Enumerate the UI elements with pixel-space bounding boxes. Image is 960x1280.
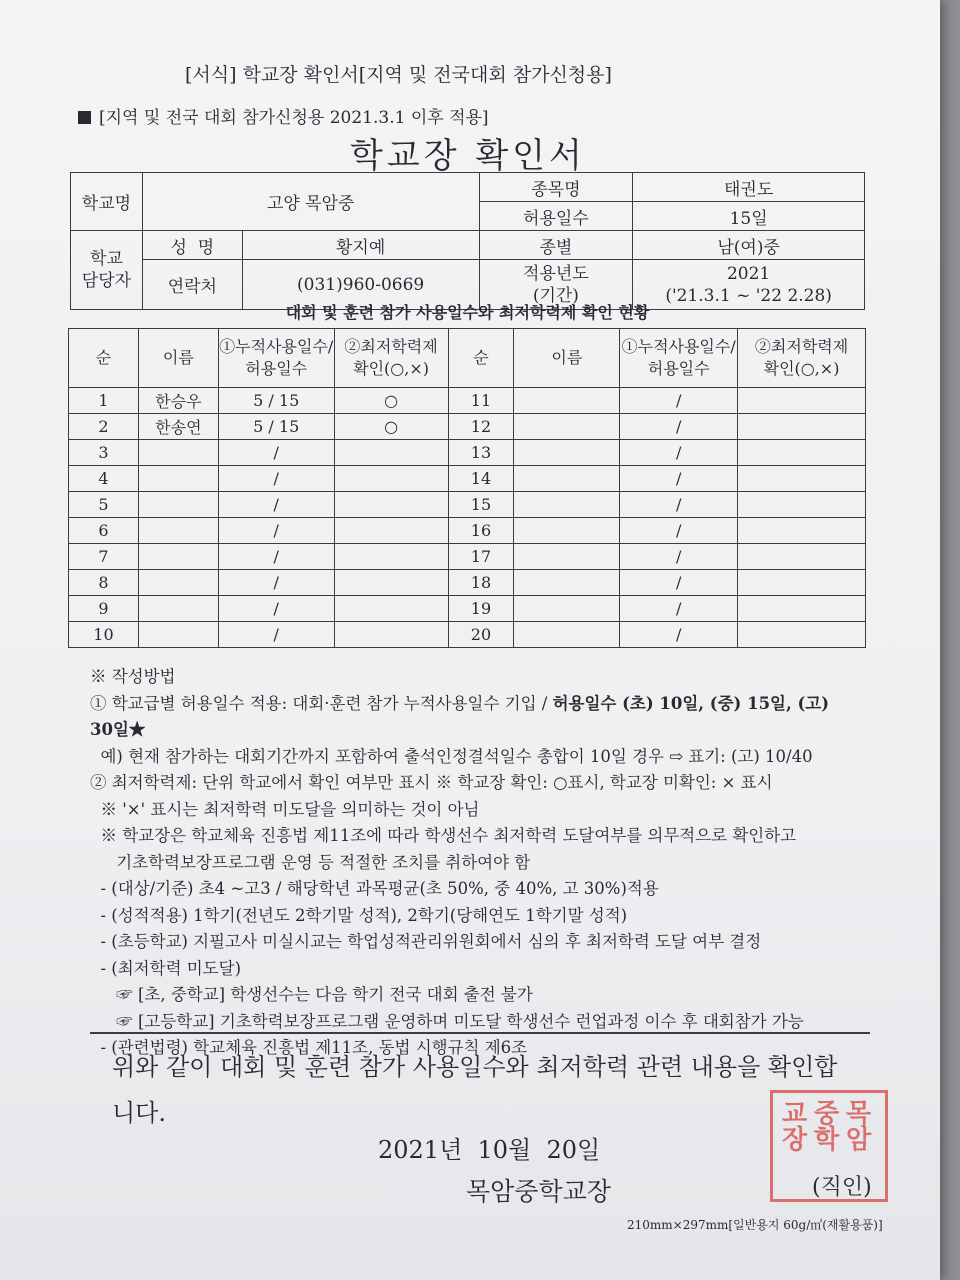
school-name-label: 학교명 [71,173,143,231]
period-range: ('21.3.1 ~ '22 2.28) [665,285,832,306]
cell-no: 5 [69,492,139,518]
note-line: - (성적적용) 1학기(전년도 2학기말 성적), 2학기(당해연도 1학기말 성적) [90,905,628,925]
cell-days: / [620,518,738,544]
paper-spec: 210mm×297mm[일반용지 60g/㎡(재활용품)] [627,1218,883,1232]
seal-label: (직인) [812,1175,872,1200]
table-row [69,518,866,544]
cell-no: 18 [448,570,514,596]
note-line: 기초학력보장프로그램 운영 등 적절한 조치를 취하여야 함 [90,852,531,872]
cell-check [334,518,448,544]
cell-check [738,492,866,518]
cell-name [138,622,218,648]
period-label: 적용년도 (기간) [479,260,633,310]
cell-no: 9 [69,596,139,622]
note-line: 예) 현재 참가하는 대회기간까지 포함하여 출석인정결석일수 총합이 10일 경우 ⇨ 표기: (고) 10/40 [90,746,813,766]
cell-days: / [620,414,738,440]
cell-no: 11 [448,388,514,414]
cell-days: / [218,544,334,570]
note-bold-text: 허용일수 (초) 10일, (중) 15일, (고) [552,693,830,713]
cell-name [514,388,620,414]
header-no-right: 순 [448,329,514,388]
cell-check [334,622,448,648]
cell-name [514,596,620,622]
phone-value: (031)960-0669 [242,260,479,310]
confirm-line-1: 위와 같이 대회 및 훈련 참가 사용일수와 최저학력 관련 내용을 확인합 [112,1053,838,1081]
cell-days: / [620,596,738,622]
cell-check [738,570,866,596]
table-row [69,414,866,440]
cell-no: 7 [69,544,139,570]
cell-check: ○ [334,414,448,440]
cell-check [334,596,448,622]
cell-no: 1 [69,388,139,414]
cell-name [138,518,218,544]
issue-date: 2021년 10월 20일 [378,1136,601,1164]
table-row [69,570,866,596]
form-subtitle [78,103,489,128]
divider [90,1032,870,1034]
section-title: 대회 및 훈련 참가 사용일수와 최저학력제 확인 현황 [285,303,650,322]
page-title: 학교장 확인서 [350,136,586,176]
cell-name [514,440,620,466]
cell-name [138,466,218,492]
cell-check [334,466,448,492]
cell-no: 19 [448,596,514,622]
cell-days: / [620,440,738,466]
name-value: 황지예 [242,231,479,260]
cell-name [514,414,620,440]
cell-days: 5 / 15 [218,414,334,440]
confirm-line-2: 니다. [112,1099,166,1127]
subtitle-text: [지역 및 전국 대회 참가신청용 2021.3.1 이후 적용] [99,108,489,128]
school-info-table [70,172,865,310]
cell-no: 14 [448,466,514,492]
header-check-right: ②최저학력제 확인(○,×) [738,329,866,388]
cell-days: / [620,544,738,570]
cell-name [138,544,218,570]
period-year: 2021 [726,263,771,284]
cell-name [138,570,218,596]
cell-check [334,440,448,466]
event-label: 종목명 [479,173,633,202]
table-row [69,492,866,518]
cell-name [514,518,620,544]
cell-name [514,544,620,570]
cell-no: 16 [448,518,514,544]
cell-name [514,492,620,518]
cell-check [334,570,448,596]
cell-no: 20 [448,622,514,648]
note-line: - (최저학력 미도달) [90,958,242,978]
cell-check [334,492,448,518]
cell-days: / [218,622,334,648]
cell-check [738,440,866,466]
table-row [69,596,866,622]
note-line: ② 최저학력제: 단위 학교에서 확인 여부만 표시 ※ 학교장 확인: ○표시, 학교장 미확인: × 표시 [90,773,773,792]
note-line: - (대상/기준) 초4 ~고3 / 해당학년 과목평균(초 50%, 중 40%, 고 30%)적용 [90,879,659,898]
cell-days: / [620,492,738,518]
cell-days: / [218,466,334,492]
table-row [69,388,866,414]
cell-check [738,466,866,492]
cell-check [738,388,866,414]
category-label: 종별 [479,231,633,260]
contact-person-label: 학교 담당자 [71,231,143,310]
event-value: 태권도 [633,173,865,202]
category-value: 남(여)중 [633,231,865,260]
cell-check [738,518,866,544]
note-line: ☞ [고등학교] 기초학력보장프로그램 운영하며 미도달 학생선수 런업과정 이수 후 대회참가 가능 [90,1011,804,1031]
cell-days: / [218,440,334,466]
note-line: - (관련법령) 학교체육 진흥법 제11조, 동법 시행규칙 제6조 [90,1038,528,1057]
cell-name [514,466,620,492]
cell-name [138,596,218,622]
cell-name [138,440,218,466]
cell-days: / [218,596,334,622]
cell-no: 4 [69,466,139,492]
notes-heading: ※ 작성방법 [90,667,176,686]
square-bullet-icon [78,111,91,124]
cell-days: / [620,466,738,492]
usage-table [68,328,866,648]
cell-name: 한송연 [138,414,218,440]
cell-no: 2 [69,414,139,440]
note-line [90,691,829,718]
header-name-right: 이름 [514,329,620,388]
cell-no: 15 [448,492,514,518]
table-row [69,466,866,492]
principal-name: 목암중학교장 [466,1177,611,1206]
confirmation-text [112,1044,837,1136]
header-name: 이름 [138,329,218,388]
allowed-days-value: 15일 [633,202,865,231]
cell-no: 13 [448,440,514,466]
cell-days: / [620,570,738,596]
cell-days: / [218,570,334,596]
cell-no: 3 [69,440,139,466]
header-check: ②최저학력제 확인(○,×) [334,329,448,388]
cell-check [738,622,866,648]
note-line: ※ '×' 표시는 최저학력 미도달을 의미하는 것이 아님 [90,799,480,819]
note-line: ☞ [초, 중학교] 학생선수는 다음 학기 전국 대회 출전 불가 [90,985,533,1004]
school-name-value: 고양 목암중 [142,173,479,231]
table-row [69,440,866,466]
allowed-days-label: 허용일수 [479,202,633,231]
cell-check [738,596,866,622]
cell-days: / [218,492,334,518]
cell-check [334,544,448,570]
cell-no: 12 [448,414,514,440]
form-label: [서식] 학교장 확인서[지역 및 전국대회 참가신청용] [185,64,612,86]
cell-name [514,570,620,596]
cell-check [738,544,866,570]
cell-no: 17 [448,544,514,570]
note-line: 30일★ [90,720,146,739]
header-days: ①누적사용일수/ 허용일수 [218,329,334,388]
instructions [90,664,829,1062]
table-row [69,544,866,570]
cell-check: ○ [334,388,448,414]
cell-check [738,414,866,440]
note-line: - (초등학교) 지필고사 미실시교는 학업성적관리위원회에서 심의 후 최저학력 도달 여부 결정 [90,932,762,951]
cell-days: / [620,622,738,648]
phone-label: 연락처 [142,260,242,310]
cell-no: 6 [69,518,139,544]
table-header-row [69,329,866,388]
cell-no: 10 [69,622,139,648]
table-row [69,622,866,648]
cell-name [138,492,218,518]
cell-days: / [218,518,334,544]
name-label: 성 명 [142,231,242,260]
cell-name [514,622,620,648]
cell-days: 5 / 15 [218,388,334,414]
header-days-right: ①누적사용일수/ 허용일수 [620,329,738,388]
cell-no: 8 [69,570,139,596]
note-line: ※ 학교장은 학교체육 진흥법 제11조에 따라 학생선수 최저학력 도달여부를 의무적으로 확인하고 [90,826,797,845]
official-seal-stamp: 목암 중학 교장 [770,1090,888,1202]
note-text: ① 학교급별 허용일수 적용: 대회·훈련 참가 누적사용일수 기입 / [90,693,553,713]
cell-days: / [620,388,738,414]
header-no: 순 [69,329,139,388]
cell-name: 한승우 [138,388,218,414]
